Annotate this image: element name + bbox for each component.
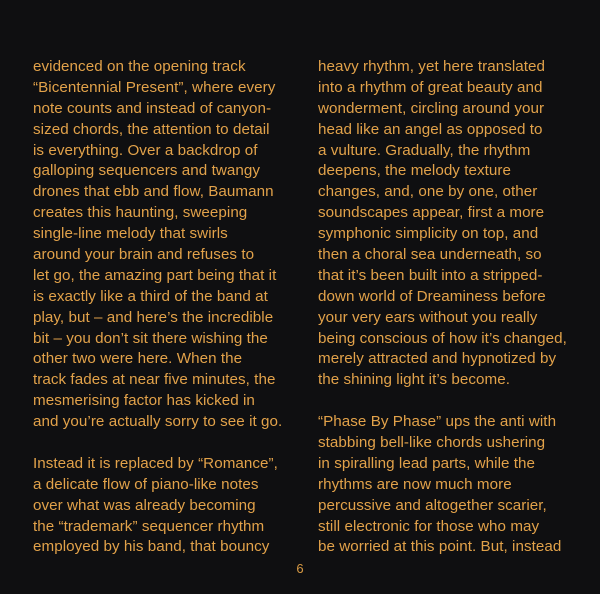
right-column: [318, 57, 588, 558]
text-line: stabbing bell-like chords ushering: [318, 434, 546, 452]
text-line: the shining light it’s become.: [318, 371, 511, 389]
text-line: sized chords, the attention to detail: [33, 120, 270, 138]
text-line: “Phase By Phase” ups the anti with: [318, 413, 557, 431]
text-line: employed by his band, that bouncy: [33, 538, 270, 556]
text-line: still electronic for those who may: [318, 517, 540, 535]
text-line: track fades at near five minutes, the: [33, 371, 276, 389]
text-line: being conscious of how it’s changed,: [318, 329, 567, 347]
text-line: single-line melody that swirls: [33, 225, 228, 243]
page-number: 6: [296, 561, 304, 576]
text-line: note counts and instead of canyon-: [33, 99, 272, 117]
text-line: be worried at this point. But, instead: [318, 538, 562, 556]
text-line: merely attracted and hypnotized by: [318, 350, 557, 368]
text-line: let go, the amazing part being that it: [33, 266, 277, 284]
text-line: percussive and altogether scarier,: [318, 496, 547, 514]
paragraph-gap: [33, 433, 308, 454]
text-line: is exactly like a third of the band at: [33, 287, 268, 305]
text-line: wonderment, circling around your: [318, 99, 545, 117]
left-column: [33, 57, 308, 558]
text-line: is everything. Over a backdrop of: [33, 141, 258, 159]
paragraph-gap: [318, 391, 588, 412]
right-paragraph-2: [318, 412, 588, 558]
text-line: “Bicentennial Present”, where every: [33, 78, 276, 96]
text-line: a vulture. Gradually, the rhythm: [318, 141, 531, 159]
text-line: play, but – and here’s the incredible: [33, 308, 274, 326]
left-paragraph-2: [33, 454, 308, 558]
text-line: evidenced on the opening track: [33, 58, 246, 75]
text-line: around your brain and refuses to: [33, 246, 255, 264]
text-line: Instead it is replaced by “Romance”,: [33, 454, 278, 472]
text-line: rhythms are now much more: [318, 475, 512, 493]
text-line: heavy rhythm, yet here translated: [318, 58, 546, 75]
text-line: galloping sequencers and twangy: [33, 162, 260, 180]
text-line: that it’s been built into a stripped-: [318, 266, 543, 284]
text-line: drones that ebb and flow, Baumann: [33, 183, 274, 201]
text-line: other two were here. When the: [33, 350, 243, 368]
text-line: down world of Dreaminess before: [318, 287, 546, 305]
text-line: bit – you don’t sit there wishing the: [33, 329, 268, 347]
text-line: into a rhythm of great beauty and: [318, 78, 543, 96]
text-line: changes, and, one by one, other: [318, 183, 538, 201]
text-line: creates this haunting, sweeping: [33, 204, 248, 222]
text-line: over what was already becoming: [33, 496, 256, 514]
text-line: a delicate flow of piano-like notes: [33, 475, 259, 493]
text-line: then a choral sea underneath, so: [318, 246, 542, 264]
text-line: and you’re actually sorry to see it go.: [33, 413, 283, 431]
text-line: soundscapes appear, first a more: [318, 204, 545, 222]
right-paragraph-1: [318, 57, 588, 391]
text-line: in spiralling lead parts, while the: [318, 454, 536, 472]
left-paragraph-1: [33, 57, 308, 433]
text-line: symphonic simplicity on top, and: [318, 225, 539, 243]
text-line: your very ears without you really: [318, 308, 538, 326]
text-line: mesmerising factor has kicked in: [33, 392, 255, 410]
text-line: the “trademark” sequencer rhythm: [33, 517, 265, 535]
text-line: deepens, the melody texture: [318, 162, 512, 180]
text-line: head like an angel as opposed to: [318, 120, 543, 138]
